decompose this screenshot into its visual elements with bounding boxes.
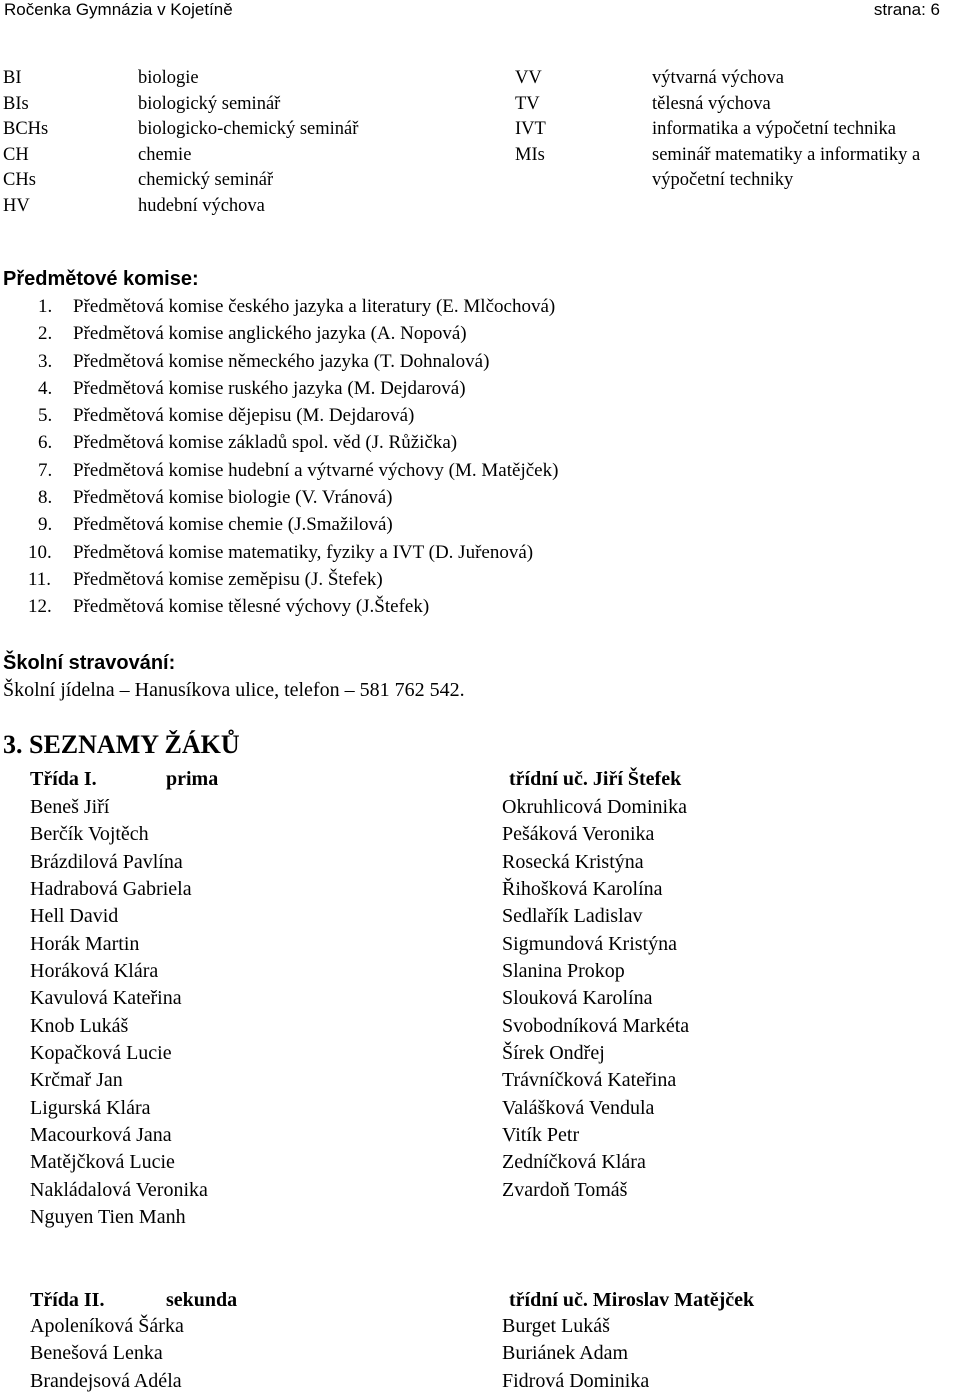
page-number: strana: 6	[873, 0, 940, 19]
abbr-name: biologicko-chemický seminář	[138, 119, 359, 140]
student-column-left	[30, 1313, 184, 1395]
class-label: Třída II.	[30, 1289, 105, 1311]
list-item: Berčík Vojtěch	[30, 823, 149, 846]
abbreviation-row	[0, 66, 960, 92]
item-text: Předmětová komise německého jazyka (T. Dohnalová)	[73, 350, 490, 372]
abbr-name: chemický seminář	[138, 170, 274, 191]
item-text: Předmětová komise ruského jazyka (M. Dejdarová)	[73, 377, 466, 399]
abbreviation-row	[0, 168, 960, 194]
list-item	[0, 511, 900, 538]
list-item	[0, 539, 900, 566]
abbr-name: biologický seminář	[138, 93, 281, 114]
list-item	[0, 429, 900, 456]
list-item: Sigmundová Kristýna	[502, 932, 677, 955]
class-label: Třída I.	[30, 768, 97, 790]
abbreviation-row	[0, 143, 960, 169]
list-item	[0, 320, 900, 347]
abbr-code: HV	[3, 195, 30, 216]
abbreviation-table	[0, 66, 960, 220]
list-item: Pešáková Veronika	[502, 823, 655, 846]
abbr-code: TV	[515, 93, 540, 114]
item-number: 8.	[38, 487, 53, 509]
section-title: 3. SEZNAMY ŽÁKŮ	[3, 730, 240, 759]
list-item	[0, 375, 900, 402]
abbr-name: výpočetní techniky	[652, 170, 794, 191]
abbr-code: BIs	[3, 93, 29, 114]
page-header	[0, 0, 960, 20]
item-text: Předmětová komise českého jazyka a literatury (E. Mlčochová)	[73, 296, 556, 317]
list-item	[0, 566, 900, 593]
item-text: Předmětová komise matematiky, fyziky a IVT (D. Juřenová)	[73, 541, 534, 563]
list-item: Benešová Lenka	[30, 1342, 163, 1365]
list-item	[0, 484, 900, 511]
abbr-code: MIs	[515, 144, 545, 165]
list-item: Okruhlicová Dominika	[502, 796, 687, 818]
section-heading-komise: Předmětové komise:	[3, 268, 199, 290]
list-item: Apoleníková Šárka	[30, 1315, 184, 1337]
list-item: Krčmař Jan	[30, 1069, 123, 1092]
abbr-name: tělesná výchova	[652, 93, 771, 114]
student-column-right	[502, 1313, 649, 1395]
abbr-name: výtvarná výchova	[652, 68, 785, 88]
list-item	[0, 402, 900, 429]
abbr-code: IVT	[515, 119, 546, 140]
list-item: Brázdilová Pavlína	[30, 850, 183, 873]
list-item: Nguyen Tien Manh	[30, 1206, 186, 1229]
item-number: 5.	[38, 405, 53, 427]
item-number: 10.	[28, 541, 52, 563]
abbr-code: CH	[3, 144, 29, 165]
class-teacher: třídní uč. Jiří Štefek	[509, 768, 682, 790]
item-text: Předmětová komise základů spol. věd (J. Růžička)	[73, 432, 458, 454]
list-item	[0, 293, 900, 320]
list-item: Valášková Vendula	[502, 1096, 655, 1119]
list-item: Ligurská Klára	[30, 1096, 151, 1119]
list-item: Řihošková Karolína	[502, 878, 663, 901]
list-item: Svobodníková Markéta	[502, 1014, 690, 1037]
list-item: Macourková Jana	[30, 1124, 172, 1147]
list-item: Hadrabová Gabriela	[30, 878, 192, 901]
komise-list	[0, 293, 900, 621]
list-item: Trávníčková Kateřina	[502, 1069, 677, 1092]
list-item: Zedníčková Klára	[502, 1151, 646, 1174]
item-text: Předmětová komise hudební a výtvarné výchovy (M. Matějček)	[73, 459, 559, 481]
class-name: sekunda	[166, 1289, 238, 1311]
section-heading-stravovani: Školní stravování:	[3, 652, 176, 674]
list-item: Knob Lukáš	[30, 1014, 129, 1037]
abbr-name: informatika a výpočetní technika	[652, 119, 897, 140]
list-item: Slouková Karolína	[502, 987, 653, 1010]
item-text: Předmětová komise tělesné výchovy (J.Štefek)	[73, 596, 430, 618]
list-item: Hell David	[30, 905, 119, 928]
abbreviation-row	[0, 117, 960, 143]
stravovani-text: Školní jídelna – Hanusíkova ulice, telefon – 581 762 542.	[3, 679, 465, 701]
student-column-right	[502, 794, 689, 1204]
item-number: 12.	[28, 596, 52, 618]
abbreviation-row	[0, 92, 960, 118]
abbr-name: seminář matematiky a informatiky a	[652, 144, 921, 165]
item-number: 2.	[38, 323, 53, 345]
item-number: 9.	[38, 514, 53, 536]
document-title: Ročenka Gymnázia v Kojetíně	[4, 0, 233, 19]
list-item	[0, 593, 900, 620]
list-item: Vitík Petr	[502, 1124, 580, 1147]
list-item: Buriánek Adam	[502, 1342, 629, 1365]
list-item	[0, 348, 900, 375]
item-text: Předmětová komise chemie (J.Smažilová)	[73, 514, 393, 536]
student-column-left	[30, 794, 208, 1232]
item-number: 7.	[38, 459, 53, 481]
item-number: 6.	[38, 432, 53, 454]
item-number: 1.	[38, 296, 53, 317]
list-item: Beneš Jiří	[30, 796, 110, 818]
abbr-code: CHs	[3, 170, 36, 191]
list-item: Šírek Ondřej	[502, 1042, 605, 1065]
list-item: Rosecká Kristýna	[502, 850, 644, 873]
item-number: 3.	[38, 350, 53, 372]
list-item: Nakládalová Veronika	[30, 1178, 208, 1201]
class-name: prima	[166, 768, 219, 790]
item-number: 11.	[28, 568, 52, 590]
list-item: Burget Lukáš	[502, 1315, 610, 1337]
list-item: Kavulová Kateřina	[30, 987, 182, 1010]
list-item: Zvardoň Tomáš	[502, 1178, 628, 1201]
list-item: Sedlařík Ladislav	[502, 905, 643, 928]
abbr-code: BCHs	[3, 119, 49, 140]
list-item: Horák Martin	[30, 932, 140, 955]
class-teacher: třídní uč. Miroslav Matějček	[509, 1289, 755, 1311]
abbr-name: hudební výchova	[138, 195, 265, 216]
list-item: Horáková Klára	[30, 960, 159, 983]
item-text: Předmětová komise zeměpisu (J. Štefek)	[73, 568, 383, 590]
list-item: Matějčková Lucie	[30, 1151, 175, 1174]
abbr-code: BI	[3, 68, 22, 88]
list-item: Kopačková Lucie	[30, 1042, 172, 1065]
list-item: Brandejsová Adéla	[30, 1369, 182, 1392]
list-item: Fidrová Dominika	[502, 1369, 650, 1392]
abbr-name: chemie	[138, 144, 192, 165]
item-text: Předmětová komise dějepisu (M. Dejdarová)	[73, 405, 415, 427]
abbr-code: VV	[515, 68, 542, 88]
item-text: Předmětová komise anglického jazyka (A. Nopová)	[73, 323, 467, 345]
list-item	[0, 457, 900, 484]
list-item: Slanina Prokop	[502, 960, 625, 983]
item-text: Předmětová komise biologie (V. Vránová)	[73, 487, 393, 509]
item-number: 4.	[38, 377, 53, 399]
abbr-name: biologie	[138, 68, 199, 88]
abbreviation-row	[0, 194, 960, 220]
